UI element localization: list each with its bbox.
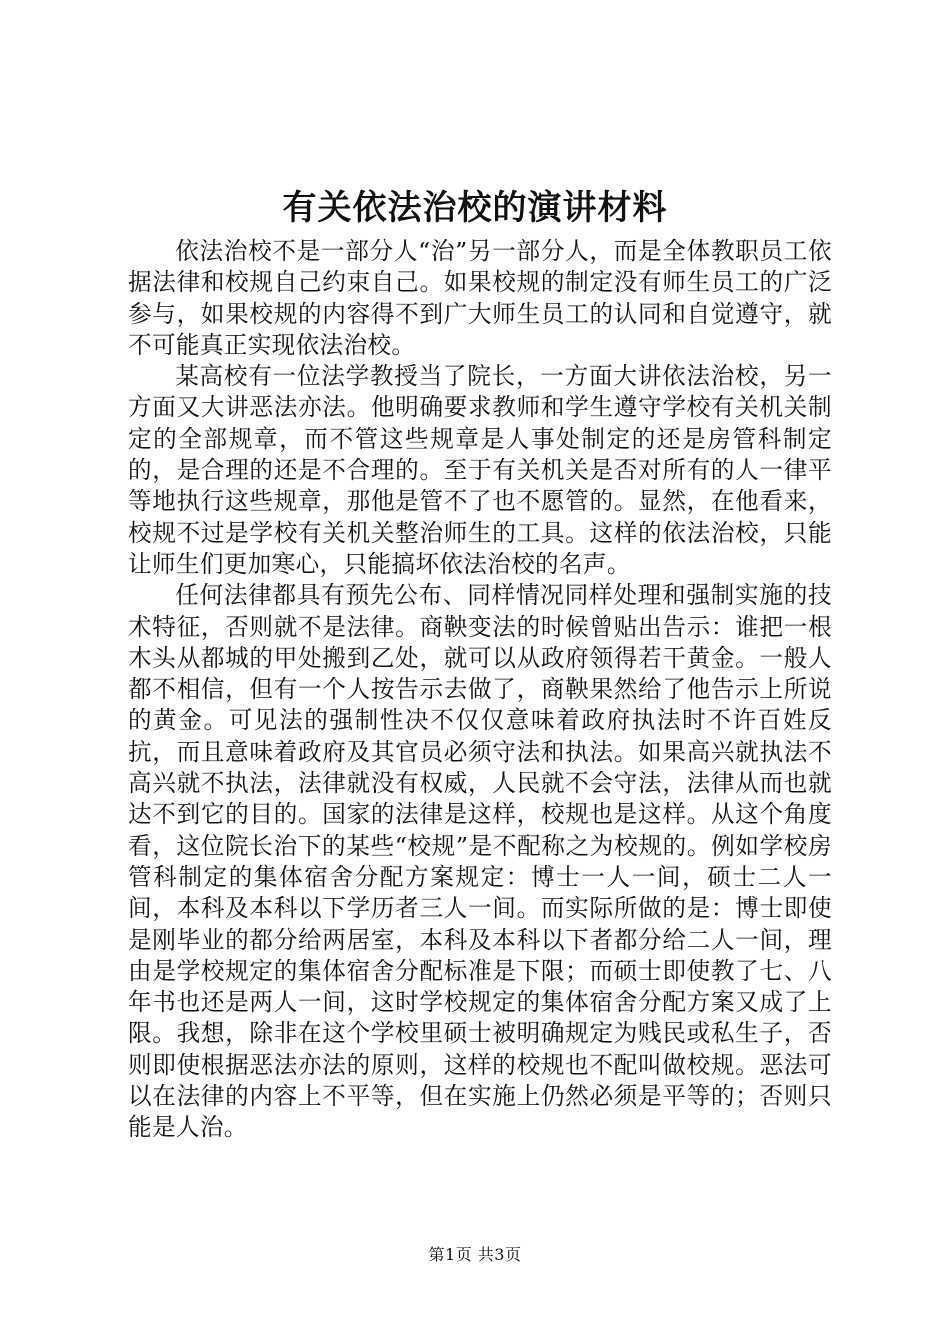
paragraph-2: 某高校有一位法学教授当了院长，一方面大讲依法治校，另一方面又大讲恶法亦法。他明确要求教师和学生遵守学校有关机关制定的全部规章，而不管这些规章是人事处制定的还是房管科制定的，是合理的还是不合理的。至于有关机关是否对所有的人一律平等地执行这些规章，那他是管不了也不愿管的。显然，在他看来，校规不过是学校有关机关整治师生的工具。这样的依法治校，只能让师生们更加寒心，只能搞坏依法治校的名声。: [128, 362, 832, 578]
paragraph-1: 依法治校不是一部分人“治”另一部分人，而是全体教职员工依据法律和校规自己约束自己。如果校规的制定没有师生员工的广泛参与，如果校规的内容得不到广大师生员工的认同和自觉遵守，就不可能真正实现依法治校。: [128, 237, 832, 359]
page-number-footer: 第1页 共3页: [428, 1245, 522, 1264]
page-title: 有关依法治校的演讲材料: [282, 188, 668, 228]
document-body: [128, 236, 832, 1144]
paragraph-3: 任何法律都具有预先公布、同样情况同样处理和强制实施的技术特征，否则就不是法律。商鞅变法的时候曾贴出告示：谁把一根木头从都城的甲处搬到乙处，就可以从政府领得若干黄金。一般人都不相信，但有一个人按告示去做了，商鞅果然给了他告示上所说的黄金。可见法的强制性决不仅仅意味着政府执法时不许百姓反抗，而且意味着政府及其官员必须守法和执法。如果高兴就执法不高兴就不执法，法律就没有权威，人民就不会守法，法律从而也就达不到它的目的。国家的法律是这样，校规也是这样。从这个角度看，这位院长治下的某些“校规”是不配称之为校规的。例如学校房管科制定的集体宿舍分配方案规定：博士一人一间，硕士二人一间，本科及本科以下学历者三人一间。而实际所做的是：博士即使是刚毕业的都分给两居室，本科及本科以下者都分给二人一间，理由是学校规定的集体宿舍分配标准是下限；而硕士即使教了七、八年书也还是两人一间，这时学校规定的集体宿舍分配方案又成了上限。我想，除非在这个学校里硕士被明确规定为贱民或私生子，否则即使根据恶法亦法的原则，这样的校规也不配叫做校规。恶法可以在法律的内容上不平等，但在实施上仍然必须是平等的；否则只能是人治。: [128, 581, 832, 1142]
